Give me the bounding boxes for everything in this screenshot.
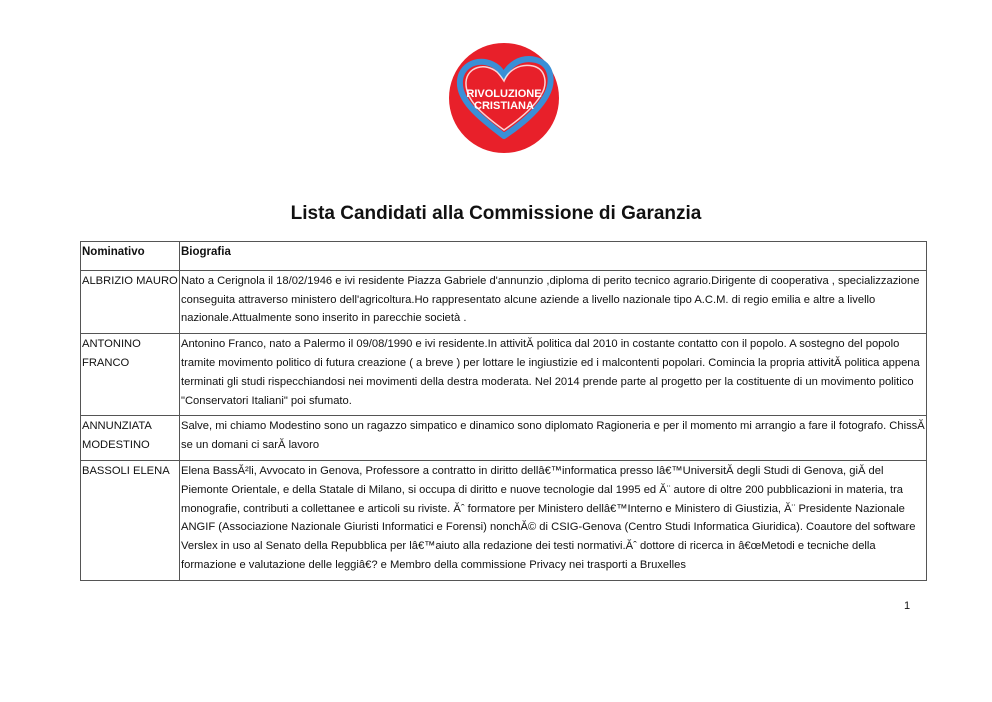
logo-text-line2: CRISTIANA bbox=[474, 100, 534, 112]
candidate-name: ANTONINO FRANCO bbox=[81, 334, 180, 416]
candidate-name: ANNUNZIATA MODESTINO bbox=[81, 416, 180, 461]
table-row bbox=[81, 460, 927, 580]
rivoluzione-cristiana-logo bbox=[448, 42, 560, 154]
logo-text-line1: RIVOLUZIONE bbox=[466, 88, 542, 100]
candidates-table bbox=[80, 241, 927, 581]
header-biografia: Biografia bbox=[180, 242, 927, 271]
candidate-bio: Antonino Franco, nato a Palermo il 09/08/1990 e ivi residente.In attivitĂ politica dal 2010 in costante contatto con il popolo. A sostegno del popolo tramite movimento politico di futura creazione ( a breve ) per lottare le ingiustizie ed i malcontenti popolari. Comincia la propria attivitĂ politica appena terminati gli studi rispecchiandosi nei movimenti della destra moderata. Nel 2014 prende parte al progetto per la costituente di un movimento politico "Conservatori Italiani" poi sfumato. bbox=[180, 334, 927, 416]
table-row bbox=[81, 416, 927, 461]
candidate-bio: Elena BassĂ²li, Avvocato in Genova, Professore a contratto in diritto dellâ€™informatica presso lâ€™UniversitĂ degli Studi di Genova, giĂ del Piemonte Orientale, e della Statale di Milano, si occupa di diritto e nuove tecnologie dal 1995 ed Ă¨ autore di oltre 200 pubblicazioni in materia, tra monografie, contributi a collettanee e articoli su riviste. Ăˆ formatore per Ministero dellâ€™Interno e Ministero di Giustizia, Ă¨ Presidente Nazionale ANGIF (Associazione Nazionale Giuristi Informatici e Forensi) nonchĂ© di CSIG-Genova (Centro Studi Informatica Giuridica). Coautore del software Verslex in uso al Senato della Repubblica per lâ€™aiuto alla redazione dei testi normativi.Ăˆ dottore di ricerca in â€œMetodi e tecniche della formazione e valutazione delle leggiâ€? e Membro della commissione Privacy nei trasporti a Bruxelles bbox=[180, 460, 927, 580]
heart-logo-icon bbox=[448, 42, 560, 154]
page-number: 1 bbox=[904, 600, 911, 612]
table-header-row bbox=[81, 242, 927, 271]
candidate-name: BASSOLI ELENA bbox=[81, 460, 180, 580]
candidate-bio: Nato a Cerignola il 18/02/1946 e ivi residente Piazza Gabriele d'annunzio ,diploma di perito tecnico agrario.Dirigente di cooperativa , specializzazione conseguita attraverso ministero dell'agricoltura.Ho rappresentato alcune aziende a livello nazionale tipo A.C.M. di regio emilia e altre a livello nazionale.Attualmente sono inserito in parecchie società . bbox=[180, 270, 927, 333]
candidate-name: ALBRIZIO MAURO bbox=[81, 270, 180, 333]
document-title: Lista Candidati alla Commissione di Garanzia bbox=[290, 203, 702, 224]
table-row bbox=[81, 270, 927, 333]
candidate-bio: Salve, mi chiamo Modestino sono un ragazzo simpatico e dinamico sono diplomato Ragioneria e per il momento mi arrangio a fare il fotografo. ChissĂ se un domani ci sarĂ lavoro bbox=[180, 416, 927, 461]
header-nominativo: Nominativo bbox=[81, 242, 180, 271]
table-row bbox=[81, 334, 927, 416]
